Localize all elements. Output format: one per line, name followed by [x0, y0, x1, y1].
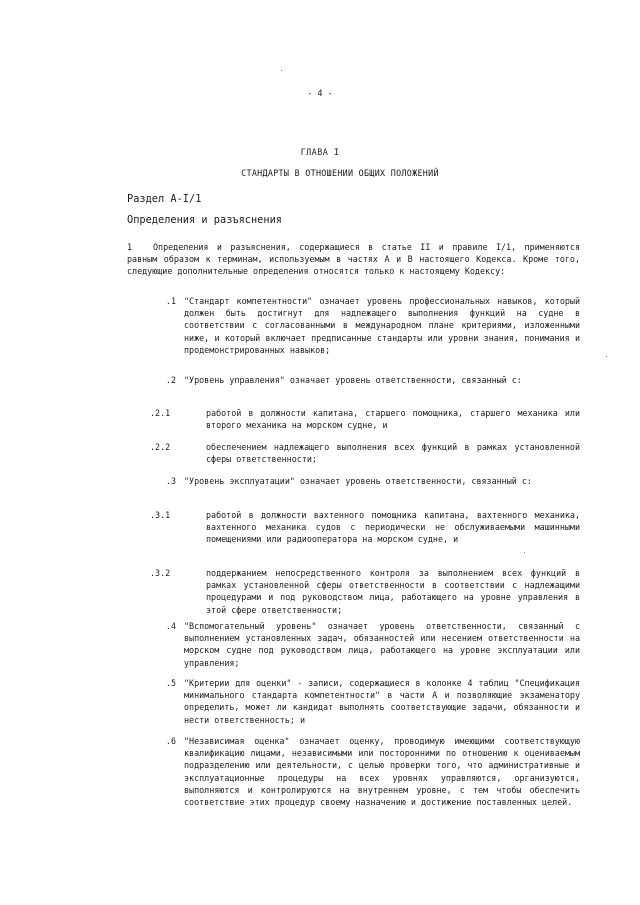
scan-speck [281, 70, 282, 71]
item-text: "Уровень управления" означает уровень ответственности, связанный с: [184, 375, 522, 385]
item-label: .1 [165, 296, 176, 306]
page-number: - 4 - [307, 88, 333, 98]
item-text: обеспечением надлежащего выполнения всех функций в рамках установленной сферы ответственности; [206, 442, 580, 465]
definition-subitem [150, 567, 580, 616]
definition-subitem [150, 441, 580, 465]
definition-item [165, 295, 580, 356]
intro-paragraph [127, 241, 580, 278]
definition-item [165, 677, 580, 726]
item-text: "Уровень эксплуатации" означает уровень ответственности, связанный с: [184, 476, 532, 486]
scan-speck [524, 552, 525, 553]
item-text: "Стандарт компетентности" означает уровень профессиональных навыков, который должен быть достигнут для надлежащего выполнения функций на судне в соответствии с согласованными в международном плане критериями, изложенными ниже, и который включает предписанные стандарты или уровни знания, понимания и продемонстрированных навыков; [184, 296, 580, 355]
definition-item [165, 475, 580, 487]
item-label: .3 [165, 476, 176, 486]
item-label: .2.2 [150, 442, 171, 452]
section-heading: Раздел A-I/1 [127, 193, 202, 205]
item-label: .5 [165, 678, 176, 688]
item-label: .2 [165, 375, 176, 385]
item-label: .2.1 [150, 408, 171, 418]
paragraph-number: 1 [127, 242, 133, 252]
definition-subitem [150, 509, 580, 546]
definition-subitem [150, 407, 580, 431]
item-text: поддержанием непосредственного контроля за выполнением всех функций в рамках установленной сферы ответственности в соответствии с надлежащими процедурами и под руководством лица, работающего на уровне управления в этой сфере ответственности; [206, 568, 580, 615]
section-subheading: Определения и разъяснения [127, 214, 282, 226]
item-label: .3.1 [150, 510, 171, 520]
item-label: .6 [165, 736, 176, 746]
definition-item [165, 735, 580, 808]
chapter-title: ГЛАВА I [300, 147, 340, 157]
chapter-subtitle: СТАНДАРТЫ В ОТНОШЕНИИ ОБЩИХ ПОЛОЖЕНИЙ [241, 168, 439, 178]
paragraph-text: Определения и разъяснения, содержащиеся в статье II и правиле I/1, применяются равным образом к терминам, используемым в частях A и B настоящего Кодекса. Кроме того, следующие дополнительные определения относятся только к настоящему Кодексу: [127, 242, 580, 277]
definition-item [165, 374, 580, 386]
definition-item [165, 620, 580, 669]
item-text: "Критерии для оценки" - записи, содержащиеся в колонке 4 таблиц "Спецификация минимального стандарта компетентности" в части A и позволяющие экзаменатору определить, может ли кандидат выполнять соответствующие задачи, обязанности и нести ответственность; и [184, 678, 580, 725]
item-text: "Независимая оценка" означает оценку, проводимую имеющими соответствующую квалификацию лицами, независимыми или посторонними по отношению к оцениваемым подразделению или деятельности, с целью проверки того, что административные и эксплуатационные процедуры на всех уровнях управляются, организуются, выполняются и контролируются на внутреннем уровне, с тем чтобы обеспечить соответствие этих процедур своему назначению и достижение поставленных целей. [184, 736, 580, 808]
item-text: работой в должности капитана, старшего помощника, старшего механика или второго механика на морском судне, и [206, 408, 580, 431]
item-label: .4 [165, 621, 176, 631]
scan-speck [606, 356, 607, 357]
item-text: "Вспомогательный уровень" означает уровень ответственности, связанный с выполнением установленных задач, обязанностей или несением ответственности на морском судне под руководством лица, работающего на уровне эксплуатации или управления; [184, 621, 580, 668]
item-label: .3.2 [150, 568, 171, 578]
item-text: работой в должности вахтенного помощника капитана, вахтенного механика, вахтенного механика судов с периодически не обслуживаемыми машинными помещениями или радиооператора на морском судне, и [206, 510, 580, 545]
